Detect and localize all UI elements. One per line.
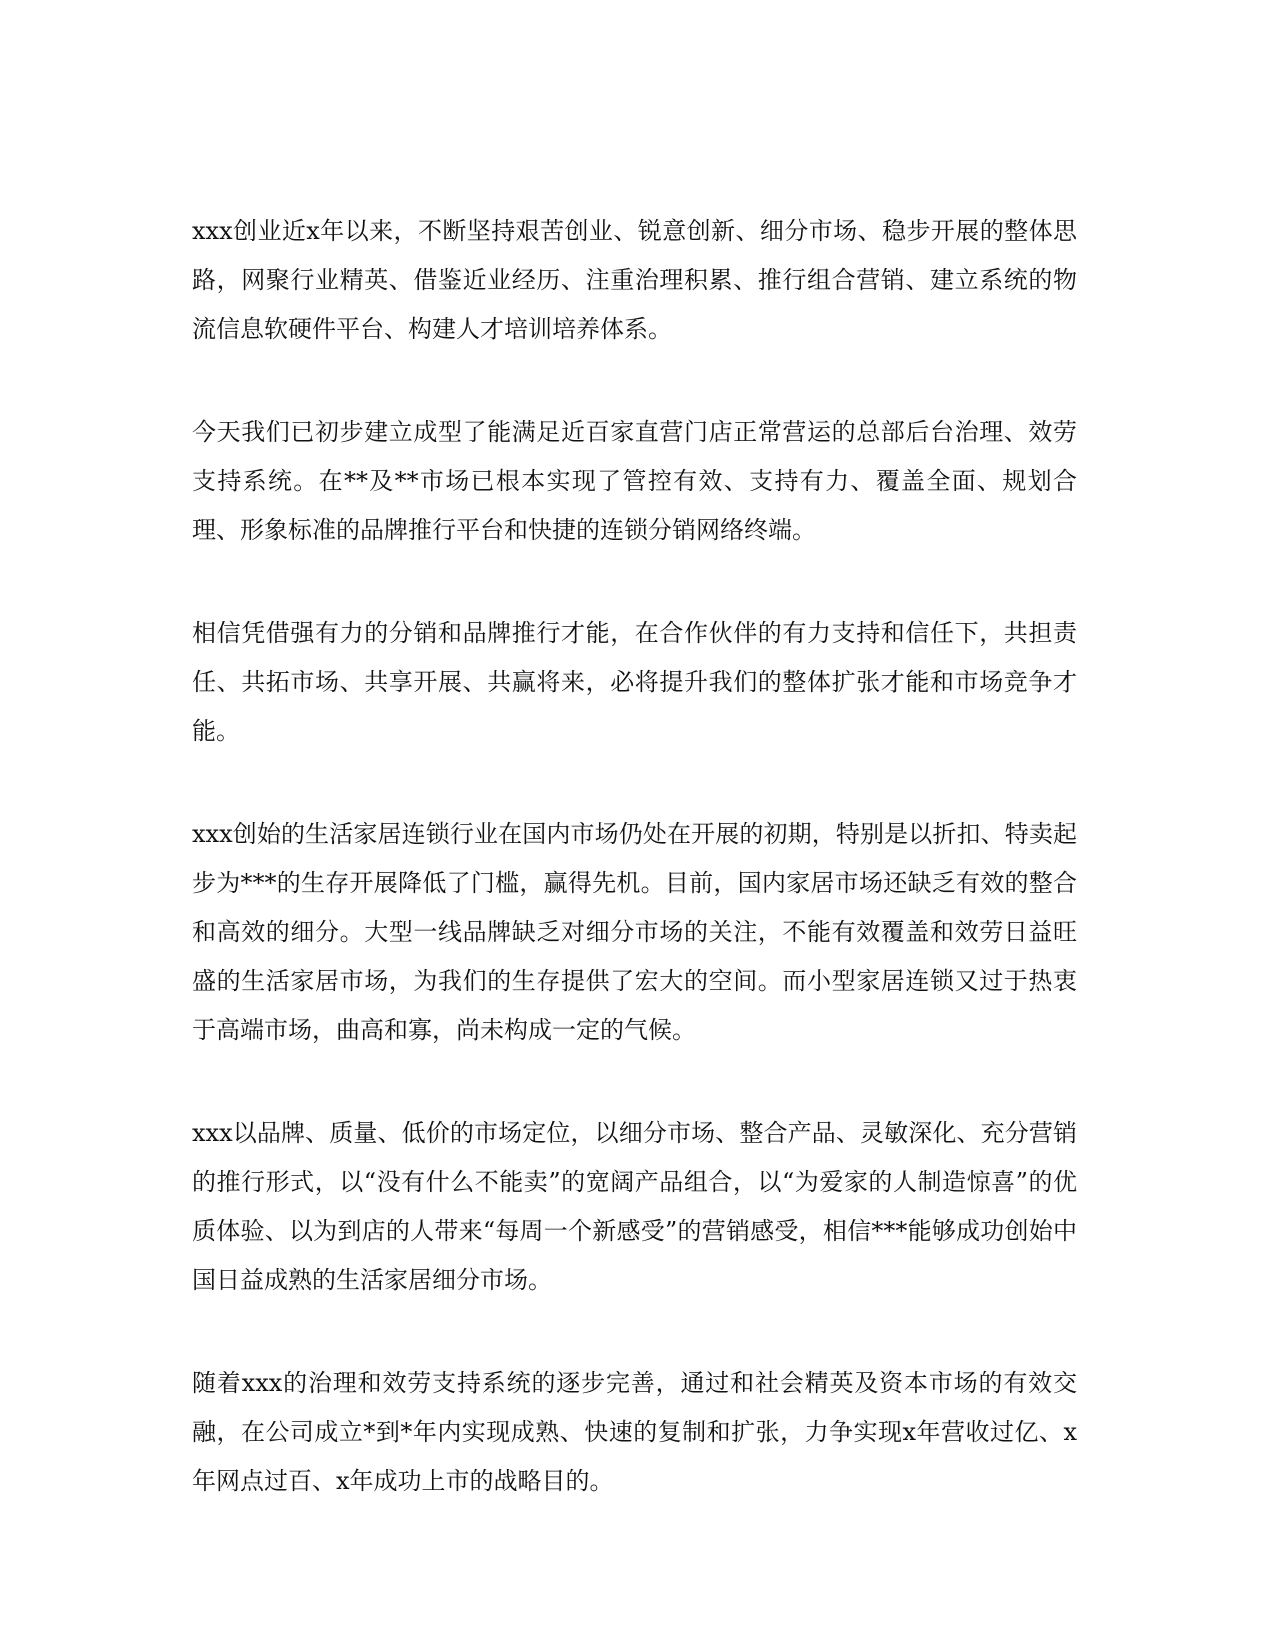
paragraph-2: 今天我们已初步建立成型了能满足近百家直营门店正常营运的总部后台治理、效劳支持系统。在**及**市场已根本实现了管控有效、支持有力、覆盖全面、规划合理、形象标准的品牌推行平台和快捷的连锁分销网络终端。	[192, 418, 1077, 544]
paragraph-5: xxx以品牌、质量、低价的市场定位，以细分市场、整合产品、灵敏深化、充分营销的推行形式，以“没有什么不能卖”的宽阔产品组合，以“为爱家的人制造惊喜”的优质体验、以为到店的人带来“每周一个新感受”的营销感受，相信***能够成功创始中国日益成熟的生活家居细分市场。	[192, 1119, 1077, 1294]
paragraph-4: xxx创始的生活家居连锁行业在国内市场仍处在开展的初期，特别是以折扣、特卖起步为***的生存开展降低了门槛，赢得先机。目前，国内家居市场还缺乏有效的整合和高效的细分。大型一线品牌缺乏对细分市场的关注，不能有效覆盖和效劳日益旺盛的生活家居市场，为我们的生存提供了宏大的空间。而小型家居连锁又过于热衷于高端市场，曲高和寡，尚未构成一定的气候。	[192, 820, 1077, 1044]
document-body	[192, 207, 1077, 1560]
paragraph-6: 随着xxx的治理和效劳支持系统的逐步完善，通过和社会精英及资本市场的有效交融，在公司成立*到*年内实现成熟、快速的复制和扩张，力争实现x年营收过亿、x年网点过百、x年成功上市的战略目的。	[192, 1369, 1077, 1495]
paragraph-1: xxx创业近x年以来，不断坚持艰苦创业、锐意创新、细分市场、稳步开展的整体思路，网聚行业精英、借鉴近业经历、注重治理积累、推行组合营销、建立系统的物流信息软硬件平台、构建人才培训培养体系。	[192, 217, 1077, 343]
paragraph-3: 相信凭借强有力的分销和品牌推行才能，在合作伙伴的有力支持和信任下，共担责任、共拓市场、共享开展、共赢将来，必将提升我们的整体扩张才能和市场竞争才能。	[192, 619, 1077, 745]
